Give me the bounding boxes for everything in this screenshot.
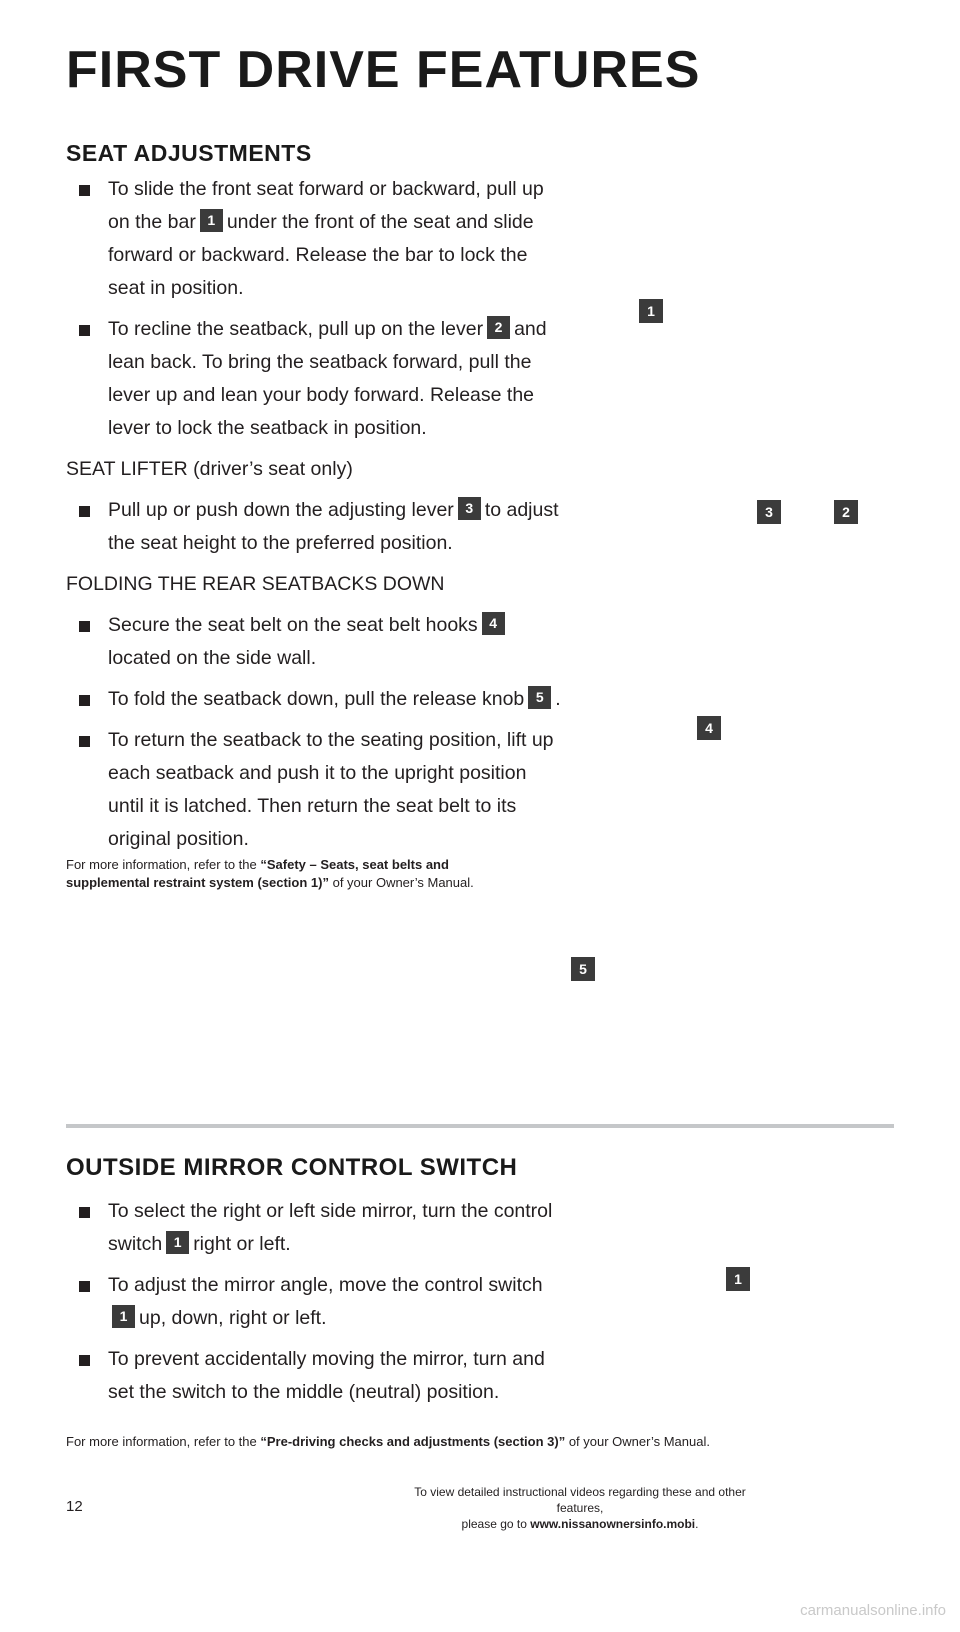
section-divider xyxy=(66,1124,894,1128)
callout-badge: 4 xyxy=(482,612,505,635)
mirror-control-content xyxy=(66,1195,566,1417)
seat-bullet-belt-hooks: Secure the seat belt on the seat belt hooks 4located on the side wall. xyxy=(66,609,566,675)
bullet-square-icon xyxy=(79,1355,90,1366)
bullet-square-icon xyxy=(79,695,90,706)
bullet-square-icon xyxy=(79,325,90,336)
image-callout-4: 4 xyxy=(697,716,721,740)
seat-bullet-lifter: Pull up or push down the adjusting lever 3 to adjust the seat height to the preferred position. xyxy=(66,494,566,560)
bullet-square-icon xyxy=(79,1281,90,1292)
image-callout-mirror-1: 1 xyxy=(726,1267,750,1291)
watermark: carmanualsonline.info xyxy=(800,1602,946,1619)
footer-note: To view detailed instructional videos regarding these and other features, please go to www.nissanownersinfo.mobi. xyxy=(414,1485,746,1531)
bullet-square-icon xyxy=(79,621,90,632)
callout-badge: 3 xyxy=(458,497,481,520)
callout-badge: 2 xyxy=(487,316,510,339)
callout-badge: 1 xyxy=(112,1305,135,1328)
seat-bullet-recline: To recline the seatback, pull up on the lever 2 and lean back. To bring the seatback forward, pull the lever up and lean your body forward. Release the lever to lock the seatback in position. xyxy=(66,313,566,445)
mirror-reference-note: For more information, refer to the “Pre-driving checks and adjustments (section 3)” of your Owner’s Manual. xyxy=(66,1434,710,1449)
mirror-bullet-neutral: To prevent accidentally moving the mirror, turn and set the switch to the middle (neutral) position. xyxy=(66,1343,548,1409)
image-callout-5: 5 xyxy=(571,957,595,981)
mirror-bullet-adjust: To adjust the mirror angle, move the control switch1 up, down, right or left. xyxy=(66,1269,566,1335)
seat-adjustments-heading: SEAT ADJUSTMENTS xyxy=(66,140,312,166)
image-callout-3: 3 xyxy=(757,500,781,524)
seat-bullet-slide: To slide the front seat forward or backward, pull up on the bar 1 under the front of the seat and slide forward or backward. Release the bar to lock the seat in position. xyxy=(66,173,566,305)
callout-badge: 5 xyxy=(528,686,551,709)
seat-lifter-heading: SEAT LIFTER (driver’s seat only) xyxy=(66,458,353,480)
bullet-square-icon xyxy=(79,736,90,747)
mirror-control-heading: OUTSIDE MIRROR CONTROL SWITCH xyxy=(66,1154,518,1181)
folding-seatbacks-heading: FOLDING THE REAR SEATBACKS DOWN xyxy=(66,573,445,595)
image-callout-2: 2 xyxy=(834,500,858,524)
image-callout-1: 1 xyxy=(639,299,663,323)
callout-badge: 1 xyxy=(166,1231,189,1254)
bullet-square-icon xyxy=(79,1207,90,1218)
seat-bullet-return: To return the seatback to the seating position, lift up each seatback and push it to the upright position until it is latched. Then return the seat belt to its original position. xyxy=(66,724,566,856)
seat-bullet-fold: To fold the seatback down, pull the release knob 5 . xyxy=(66,683,566,716)
mirror-bullet-select: To select the right or left side mirror, turn the control switch 1 right or left. xyxy=(66,1195,566,1261)
seat-reference-note: For more information, refer to the “Safety – Seats, seat belts and supplemental restraint system (section 1)” of your Owner’s Manual. xyxy=(66,857,474,890)
bullet-square-icon xyxy=(79,185,90,196)
seat-adjustments-content xyxy=(66,173,566,864)
bullet-square-icon xyxy=(79,506,90,517)
page-number: 12 xyxy=(66,1498,83,1515)
page-title: FIRST DRIVE FEATURES xyxy=(66,41,701,99)
callout-badge: 1 xyxy=(200,209,223,232)
footer-link[interactable]: www.nissanownersinfo.mobi xyxy=(530,1517,696,1531)
